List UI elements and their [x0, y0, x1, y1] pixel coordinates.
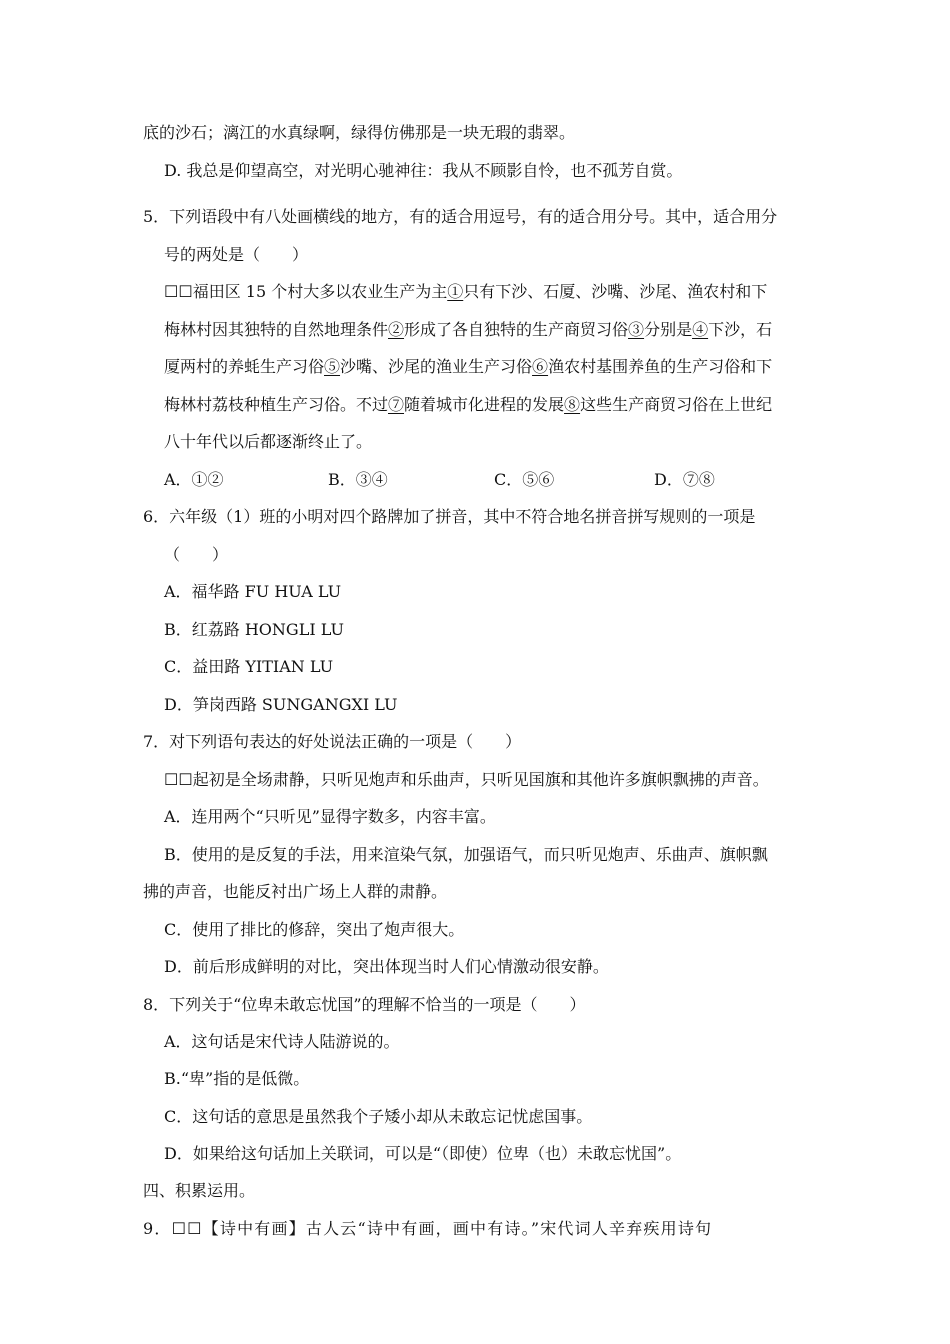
question-6-stem-cont: （ ）	[164, 545, 229, 564]
passage-text: 只有下沙、石厦、沙嘴、沙尾、渔农村和下	[463, 282, 768, 301]
question-5-stem: 5．下列语段中有八处画横线的地方，有的适合用逗号，有的适合用分号。其中，适合用分	[143, 207, 778, 226]
passage-text: 梅林村因其独特的自然地理条件	[164, 320, 389, 339]
q7-option-c: C．使用了排比的修辞，突出了炮声很大。	[164, 920, 465, 939]
passage-text: 这些生产商贸习俗在上世纪	[580, 395, 773, 414]
passage-line	[164, 395, 772, 415]
q8-option-c: C．这句话的意思是虽然我个子矮小却从未敢忘记忧虑国事。	[164, 1107, 593, 1126]
blank-marker: ③	[628, 320, 645, 339]
passage-text: 下沙，石	[708, 320, 773, 339]
passage-line	[164, 320, 772, 340]
passage-text: 分别是	[644, 320, 693, 339]
q7-option-a: A．连用两个“只听见”显得字数多，内容丰富。	[164, 807, 496, 826]
passage-text: ☐☐福田区 15 个村大多以农业生产为主	[164, 282, 448, 301]
passage-text: 形成了各自独特的生产商贸习俗	[404, 320, 629, 339]
passage-line: 八十年代以后都逐渐终止了。	[164, 432, 373, 451]
q5-option-a: A．①②	[164, 470, 224, 489]
question-7-stem: 7．对下列语句表达的好处说法正确的一项是（ ）	[143, 732, 522, 751]
blank-marker: ①	[447, 282, 464, 301]
blank-marker: ⑧	[564, 395, 581, 414]
q5-option-b: B．③④	[328, 470, 388, 489]
q5-option-c: C．⑤⑥	[494, 470, 555, 489]
passage-text: 厦两村的养蚝生产习俗	[164, 357, 325, 376]
question-5-stem-cont: 号的两处是（ ）	[164, 245, 309, 264]
q7-option-d: D．前后形成鲜明的对比，突出体现当时人们心情激动很安静。	[164, 957, 609, 976]
passage-line	[164, 282, 767, 302]
blank-marker: ④	[692, 320, 709, 339]
text-line: 底的沙石；漓江的水真绿啊，绿得仿佛那是一块无瑕的翡翠。	[143, 123, 576, 142]
passage-line	[164, 357, 772, 377]
question-7-sentence: ☐☐起初是全场肃静，只听见炮声和乐曲声，只听见国旗和其他许多旗帜飘拂的声音。	[164, 770, 769, 789]
q6-option-d: D．笋岗西路 SUNGANGXI LU	[164, 695, 398, 714]
q8-option-d: D．如果给这句话加上关联词，可以是“（即使）位卑（也）未敢忘忧国”。	[164, 1144, 682, 1163]
passage-text: 随着城市化进程的发展	[404, 395, 565, 414]
blank-marker: ②	[388, 320, 405, 339]
blank-marker: ⑥	[532, 357, 549, 376]
question-6-stem: 6．六年级（1）班的小明对四个路牌加了拼音，其中不符合地名拼音拼写规则的一项是	[143, 507, 756, 526]
option-d-text: D. 我总是仰望高空，对光明心驰神往：我从不顾影自怜，也不孤芳自赏。	[164, 161, 683, 180]
q8-option-b: B.“卑”指的是低微。	[164, 1069, 310, 1088]
q7-option-b: B．使用的是反复的手法，用来渲染气氛，加强语气，而只听见炮声、乐曲声、旗帜飘	[164, 845, 768, 864]
q6-option-b: B．红荔路 HONGLI LU	[164, 620, 344, 639]
section-heading: 四、积累运用。	[143, 1181, 256, 1200]
blank-marker: ⑦	[388, 395, 405, 414]
q7-option-b-cont: 拂的声音，也能反衬出广场上人群的肃静。	[143, 882, 448, 901]
question-9-stem: 9．☐☐【诗中有画】古人云“诗中有画，画中有诗。”宋代词人辛弃疾用诗句	[143, 1219, 713, 1238]
q6-option-c: C．益田路 YITIAN LU	[164, 657, 334, 676]
q8-option-a: A．这句话是宋代诗人陆游说的。	[164, 1032, 400, 1051]
blank-marker: ⑤	[324, 357, 341, 376]
passage-text: 梅林村荔枝种植生产习俗。不过	[164, 395, 389, 414]
passage-text: 沙嘴、沙尾的渔业生产习俗	[340, 357, 533, 376]
q6-option-a: A．福华路 FU HUA LU	[164, 582, 342, 601]
passage-text: 渔农村基围养鱼的生产习俗和下	[548, 357, 773, 376]
question-8-stem: 8．下列关于“位卑未敢忘忧国”的理解不恰当的一项是（ ）	[143, 995, 586, 1014]
q5-option-d: D．⑦⑧	[654, 470, 715, 489]
